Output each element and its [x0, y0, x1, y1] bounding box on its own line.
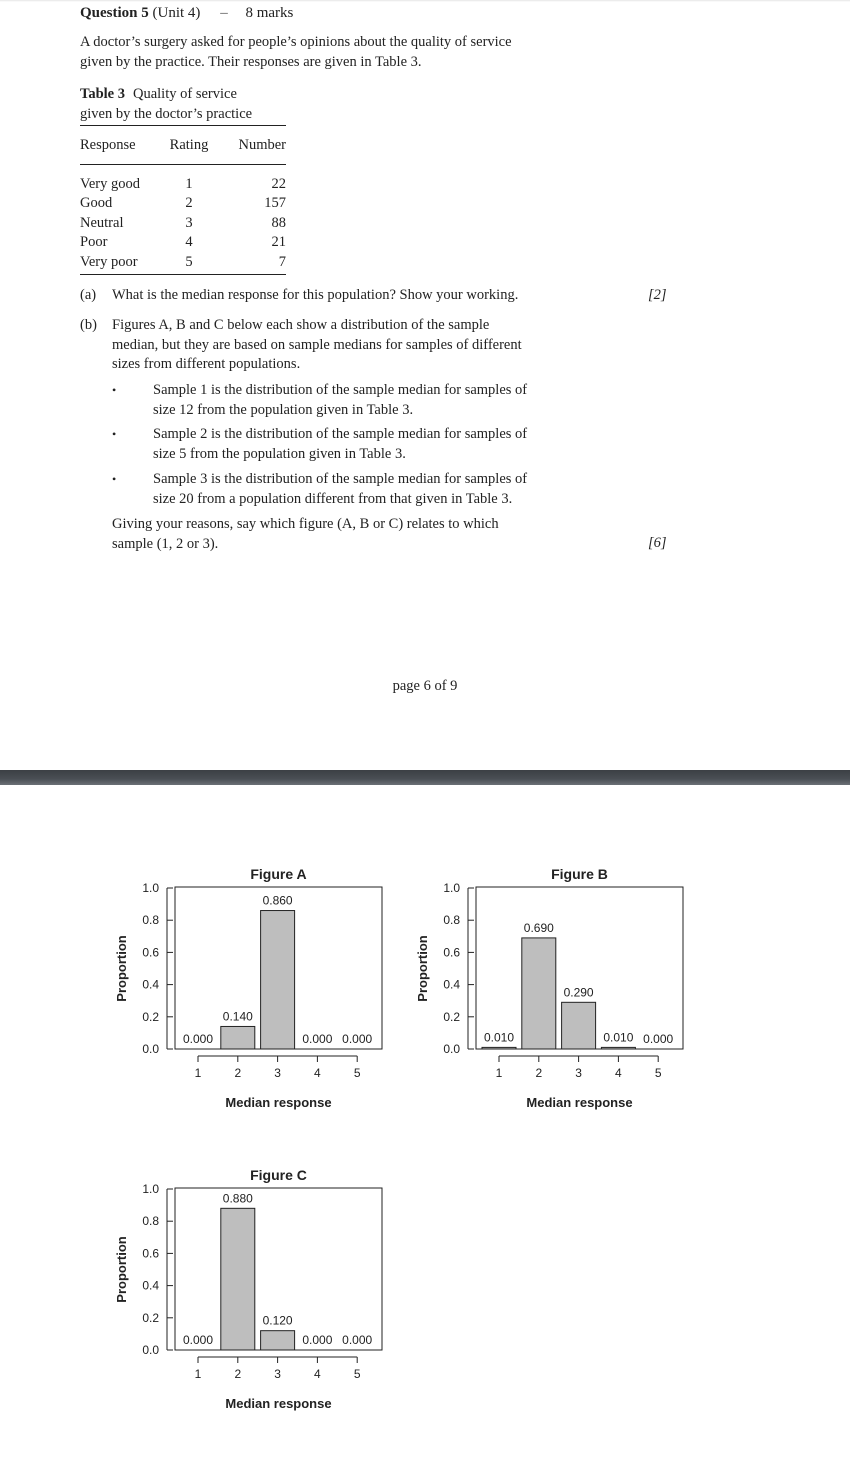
x-tick-label: 3 — [274, 1367, 281, 1381]
table-row — [80, 194, 286, 214]
intro-line-1: A doctor’s surgery asked for people’s opinions about the quality of service — [80, 34, 512, 50]
x-tick-label: 3 — [575, 1066, 582, 1080]
y-tick-label: 0.6 — [142, 945, 159, 960]
list-item — [112, 381, 628, 420]
part-b — [80, 316, 610, 372]
bar-value-label: 0.140 — [222, 1009, 253, 1024]
part-a-text: What is the median response for this population? Show your working. — [112, 287, 519, 303]
cell-response: Poor — [80, 234, 108, 250]
bullet-line-2: size 20 from a population different from that given in Table 3. — [153, 490, 513, 507]
x-tick-label: 4 — [314, 1066, 321, 1080]
table-row — [80, 214, 286, 234]
cell-response: Neutral — [80, 214, 124, 231]
table-row — [80, 253, 286, 275]
question-intro — [80, 33, 620, 72]
part-b-label: (b) — [80, 317, 97, 333]
bullet-line-1: Sample 2 is the distribution of the sample median for samples of — [153, 426, 528, 442]
table-caption — [80, 85, 295, 124]
part-b-marks: [6] — [648, 535, 667, 551]
x-axis-label: Median response — [225, 1396, 332, 1411]
bar-value-label: 0.010 — [483, 1030, 515, 1045]
page-divider — [0, 770, 850, 785]
instruction-line-1: Giving your reasons, say which figure (A, B or C) relates to which — [112, 516, 499, 532]
y-axis-label: Proportion — [114, 935, 129, 1002]
bullet-symbol: • — [112, 427, 117, 441]
part-b-instruction — [112, 515, 592, 554]
header-rating: Rating — [158, 126, 220, 165]
bar — [261, 1331, 295, 1350]
header-number: Number — [220, 126, 286, 165]
table-caption-line-2: given by the doctor’s practice — [80, 105, 253, 122]
question-number: Question 5 — [80, 5, 149, 21]
figures-page — [0, 785, 850, 1480]
y-tick-label: 0.4 — [142, 977, 159, 992]
x-tick-label: 1 — [495, 1066, 503, 1080]
y-axis-label: Proportion — [415, 935, 430, 1002]
y-tick-label: 0.0 — [142, 1343, 159, 1357]
table-header-row — [80, 126, 286, 165]
table-label: Table 3 — [80, 86, 125, 102]
bar — [562, 1002, 596, 1049]
bar-value-label: 0.000 — [182, 1333, 214, 1347]
cell-number: 7 — [278, 253, 286, 270]
y-tick-label: 1.0 — [142, 1182, 159, 1196]
y-tick-label: 0.6 — [443, 945, 460, 960]
bar-value-label: 0.000 — [342, 1032, 373, 1046]
bar — [482, 1047, 516, 1049]
cell-number: 21 — [271, 234, 286, 250]
part-a-label: (a) — [80, 287, 97, 303]
y-tick-label: 0.2 — [142, 1310, 159, 1325]
page-top-edge — [0, 0, 850, 2]
question-heading — [80, 5, 293, 22]
part-b-line-3: sizes from different populations. — [112, 356, 301, 372]
table-row — [80, 233, 286, 253]
bar — [221, 1208, 255, 1350]
header-response: Response — [80, 126, 158, 165]
bar — [522, 938, 556, 1049]
x-tick-label: 4 — [615, 1066, 622, 1080]
bar-value-label: 0.120 — [262, 1313, 293, 1328]
bullet-line-1: Sample 1 is the distribution of the sample median for samples of — [153, 382, 528, 398]
y-tick-label: 0.8 — [142, 1214, 159, 1229]
cell-response: Very good — [80, 175, 141, 192]
x-axis-label: Median response — [526, 1095, 633, 1110]
figure-a-chart — [100, 860, 400, 1140]
chart-title: Figure B — [551, 866, 608, 882]
bar-value-label: 0.860 — [262, 893, 293, 908]
cell-number: 22 — [271, 175, 286, 192]
figure-b-chart — [401, 860, 701, 1140]
figure-c-chart — [100, 1161, 400, 1441]
x-tick-label: 4 — [314, 1367, 321, 1381]
part-b-body — [112, 316, 612, 375]
y-tick-label: 0.4 — [443, 977, 460, 992]
bar-value-label: 0.000 — [302, 1032, 333, 1046]
bullet-line-2: size 5 from the population given in Table 3. — [153, 445, 406, 462]
bar-value-label: 0.290 — [563, 985, 594, 1000]
question-marks: 8 marks — [245, 5, 294, 21]
bar-value-label: 0.000 — [342, 1333, 373, 1347]
x-tick-label: 5 — [654, 1066, 662, 1080]
y-tick-label: 0.0 — [142, 1042, 159, 1056]
instruction-line-2: sample (1, 2 or 3). — [112, 535, 219, 552]
part-a-marks: [2] — [648, 287, 667, 303]
bullet-symbol: • — [112, 472, 117, 486]
x-tick-label: 3 — [274, 1066, 281, 1080]
cell-rating: 2 — [185, 195, 193, 211]
y-tick-label: 1.0 — [142, 881, 159, 895]
y-tick-label: 0.6 — [142, 1246, 159, 1261]
x-tick-label: 1 — [194, 1367, 202, 1381]
x-tick-label: 2 — [535, 1066, 543, 1080]
chart-title: Figure A — [250, 866, 307, 882]
bar-value-label: 0.000 — [302, 1333, 333, 1347]
table-row — [80, 164, 286, 194]
quality-of-service-table — [80, 125, 286, 275]
cell-response: Good — [80, 195, 113, 211]
question-dash: – — [220, 5, 228, 21]
bullet-symbol: • — [112, 383, 117, 397]
bar-value-label: 0.000 — [643, 1032, 674, 1046]
y-tick-label: 1.0 — [443, 881, 460, 895]
chart-title: Figure C — [250, 1167, 307, 1183]
x-tick-label: 2 — [234, 1066, 242, 1080]
cell-number: 157 — [264, 195, 286, 211]
table-caption-line-1: Quality of service — [133, 86, 237, 102]
y-axis-label: Proportion — [114, 1236, 129, 1303]
bar — [601, 1047, 635, 1049]
bar-value-label: 0.690 — [523, 920, 554, 935]
bar — [221, 1026, 255, 1049]
cell-rating: 1 — [185, 175, 193, 192]
x-tick-label: 5 — [353, 1367, 361, 1381]
part-a — [80, 287, 518, 304]
x-tick-label: 2 — [234, 1367, 242, 1381]
bar-value-label: 0.010 — [603, 1030, 634, 1045]
x-tick-label: 1 — [194, 1066, 202, 1080]
part-b-line-1: Figures A, B and C below each show a distribution of the sample — [112, 317, 490, 333]
intro-line-2: given by the practice. Their responses are given in Table 3. — [80, 53, 422, 70]
page-number: page 6 of 9 — [392, 678, 458, 694]
bar — [261, 911, 295, 1049]
cell-rating: 5 — [185, 253, 193, 270]
x-tick-label: 5 — [353, 1066, 361, 1080]
y-tick-label: 0.2 — [443, 1009, 460, 1024]
bullet-line-2: size 12 from the population given in Table 3. — [153, 401, 414, 418]
question-unit: (Unit 4) — [152, 5, 201, 21]
y-tick-label: 0.2 — [142, 1009, 159, 1024]
cell-rating: 4 — [185, 234, 193, 250]
y-tick-label: 0.8 — [142, 913, 159, 928]
y-tick-label: 0.8 — [443, 913, 460, 928]
y-tick-label: 0.0 — [443, 1042, 460, 1056]
cell-response: Very poor — [80, 253, 138, 270]
list-item — [112, 425, 628, 464]
bullet-line-1: Sample 3 is the distribution of the sample median for samples of — [153, 471, 528, 487]
part-b-line-2: median, but they are based on sample medians for samples of different — [112, 336, 522, 353]
bar-value-label: 0.000 — [182, 1032, 214, 1046]
bar-value-label: 0.880 — [222, 1191, 253, 1206]
x-axis-label: Median response — [225, 1095, 332, 1110]
cell-rating: 3 — [185, 214, 193, 231]
list-item — [112, 470, 628, 509]
cell-number: 88 — [271, 214, 286, 231]
y-tick-label: 0.4 — [142, 1278, 159, 1293]
